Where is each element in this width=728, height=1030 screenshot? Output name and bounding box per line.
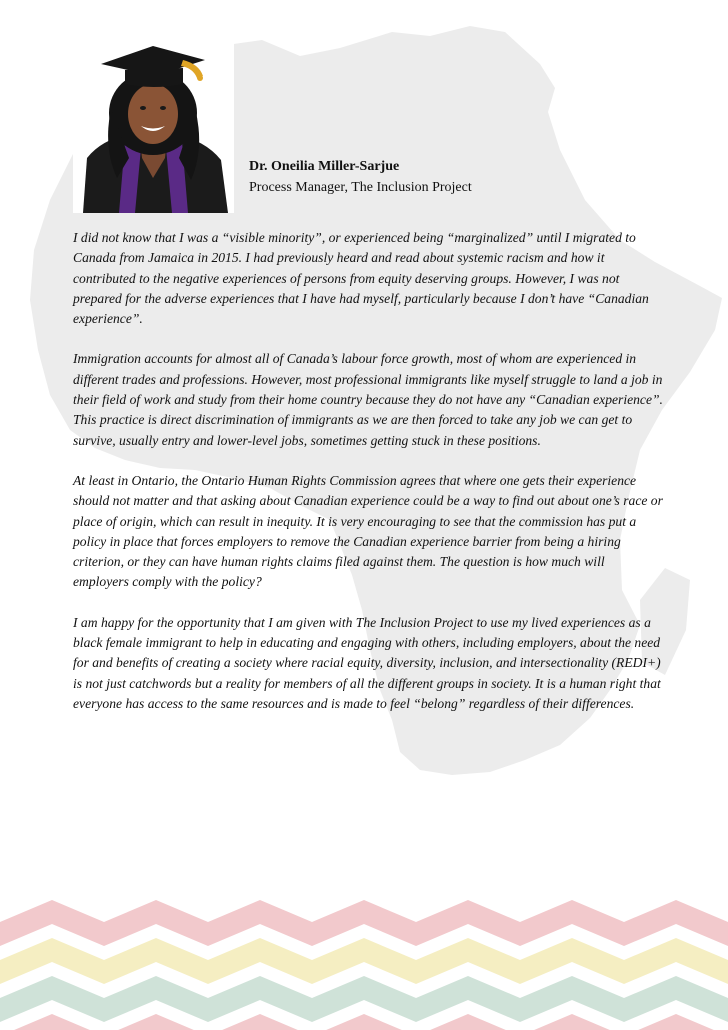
article-paragraph: I am happy for the opportunity that I am given with The Inclusion Project to use my lived experiences as a black female immigrant to help in educating and engaging with others, including employers, about the need for and benefits of creating a society where racial equity, diversity, inclusion, and intersectionality (REDI+) is not just catchwords but a reality for members of all the different groups in society. It is a human right that everyone has access to the same resources and is made to feel “belong” regardless of their differences. xyxy=(73,614,661,711)
author-caption xyxy=(249,156,472,198)
author-title: Process Manager, The Inclusion Project xyxy=(249,180,472,195)
article-body xyxy=(73,228,663,734)
author-photo xyxy=(73,38,234,213)
author-name: Dr. Oneilia Miller-Sarjue xyxy=(249,159,400,174)
article-paragraph: At least in Ontario, the Ontario Human Rights Commission agrees that where one gets their experience should not matter and that asking about Canadian experience could be a way to find out about one’s race or place of origin, which can result in inequity. It is very encouraging to see that the commission has put a policy in place that forces employers to remove the Canadian experience barrier from being a hiring criterion, or they can have human rights claims filed against them. The question is how much will employers comply with the policy? xyxy=(73,472,663,590)
chevron-pattern-decoration xyxy=(0,880,728,1030)
article-paragraph: Immigration accounts for almost all of Canada’s labour force growth, most of whom are experienced in different trades and professions. However, most professional immigrants like myself struggle to land a job in their field of work and study from their home country because they do not have any “Canadian experience”. This practice is direct discrimination of immigrants as we are then forced to take any job we can get to survive, usually entry and lower-level jobs, sometimes getting stuck in these positions. xyxy=(73,351,663,448)
article-paragraph: I did not know that I was a “visible minority”, or experienced being “marginalized” until I migrated to Canada from Jamaica in 2015. I had previously heard and read about systemic racism and how it contributed to the negative experiences of persons from equity deserving groups. However, I was not prepared for the adverse experiences that I have had myself, particularly because I don’t have “Canadian experience”. xyxy=(73,230,649,327)
